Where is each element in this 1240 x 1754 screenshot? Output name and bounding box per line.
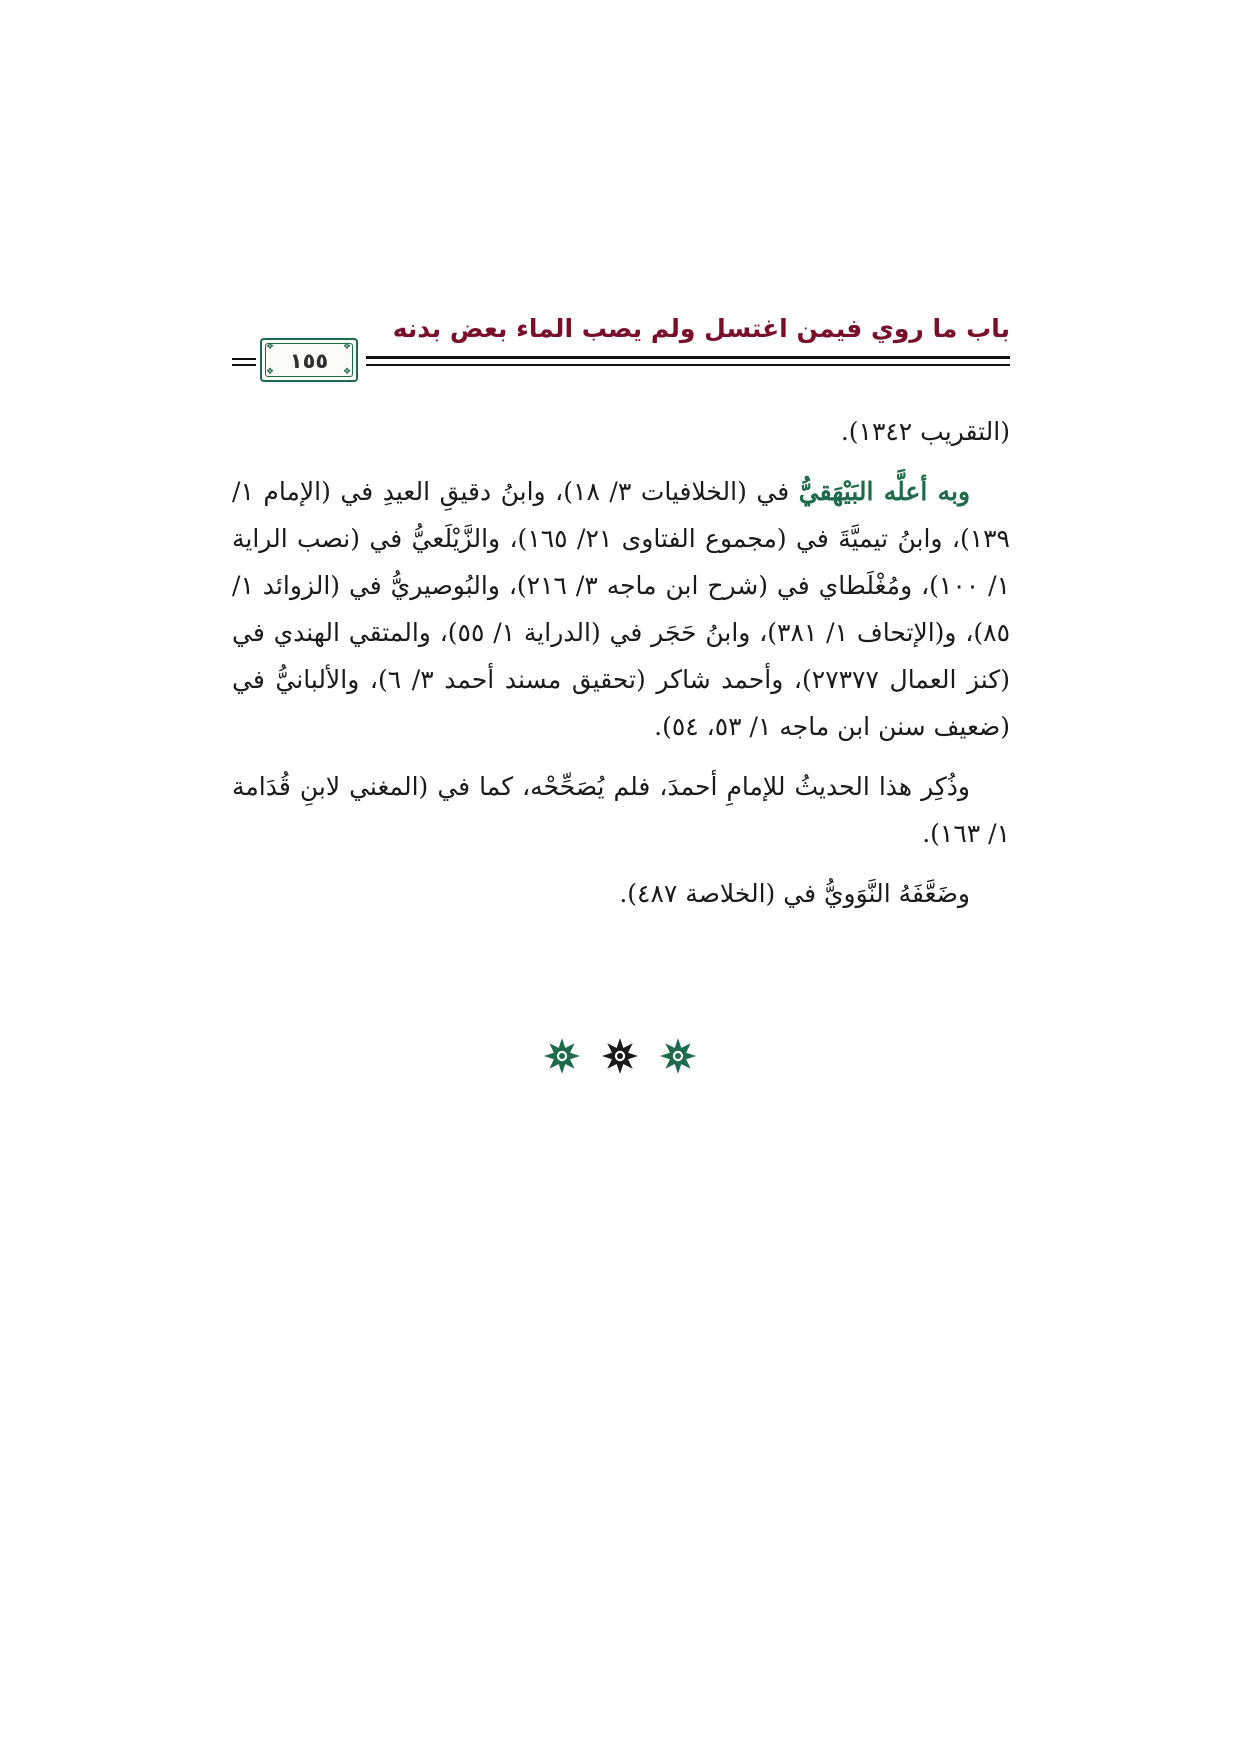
green-flower-ornament-icon (658, 1036, 698, 1076)
header-rule-thin (366, 364, 1010, 366)
header-rule-left (232, 358, 256, 360)
reference-line: (التقريب ١٣٤٢). (840, 417, 1010, 446)
page-header (232, 312, 1010, 387)
paragraph-nawawi: وضَعَّفَهُ النَّوَويُّ في (الخلاصة ٤٨٧). (619, 879, 970, 908)
highlighted-name: وبه أعلَّه البَيْهَقيُّ (798, 477, 971, 506)
header-rule-left-thin (232, 364, 256, 366)
frame-corner-icon: ❖ (343, 342, 352, 352)
frame-corner-icon: ❖ (266, 367, 275, 377)
paragraph-ahmad: وذُكِر هذا الحديثُ للإمامِ أحمدَ، فلم يُصَحِّحْه، كما في (المغني لابنِ قُدَامة ١/ ١٦٣). (232, 772, 1010, 848)
page-number-frame (260, 338, 358, 382)
body-text (232, 408, 1010, 930)
black-flower-ornament-icon (600, 1036, 640, 1076)
page-number: ١٥٥ (289, 349, 329, 373)
section-end-ornaments (0, 1036, 1240, 1076)
header-rule (366, 356, 1010, 359)
chapter-title: باب ما روي فيمن اغتسل ولم يصب الماء بعض بدنه (392, 314, 1010, 343)
green-flower-ornament-icon (542, 1036, 582, 1076)
frame-corner-icon: ❖ (266, 342, 275, 352)
paragraph-citations-text: في (الخلافيات ٣/ ١٨)، وابنُ دقيقِ العيدِ في (الإمام ١/ ١٣٩)، وابنُ تيميَّةَ في (مجموع الفتاوى ٢١/ ١٦٥)، والزَّيْلَعيُّ في (نصب الراية ١/ ١٠٠)، ومُغْلَطاي في (شرح ابن ماجه ٣/ ٢١٦)، والبُوصيريُّ في (الزوائد ١/ ٨٥)، و(الإتحاف ١/ ٣٨١)، وابنُ حَجَر في (الدراية ١/ ٥٥)، والمتقي الهندي في (كنز العمال ٢٧٣٧٧)، وأحمد شاكر (تحقيق مسند أحمد ٣/ ٦)، والألبانيُّ في (ضعيف سنن ابن ماجه ١/ ٥٣، ٥٤). (232, 477, 1011, 741)
frame-corner-icon: ❖ (343, 367, 352, 377)
paragraph-citations (232, 468, 1010, 750)
